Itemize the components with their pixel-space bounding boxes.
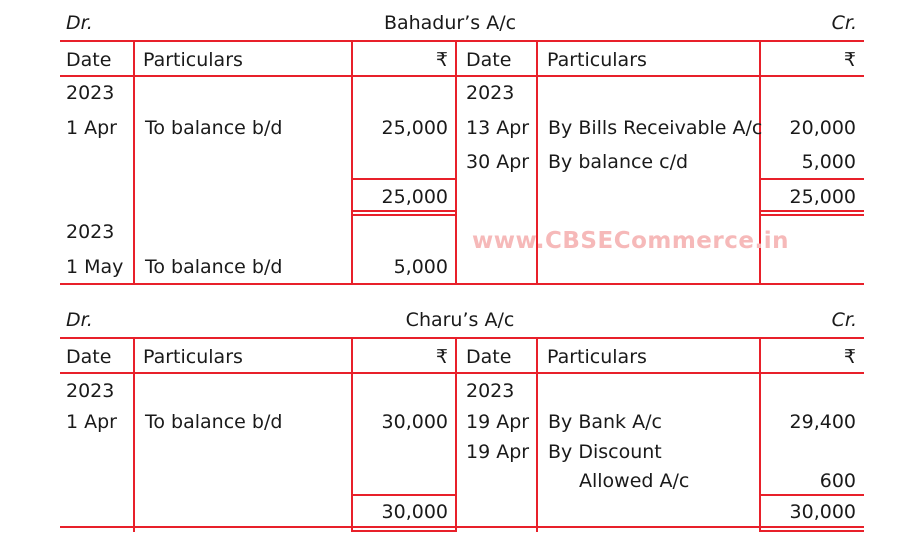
header-rupee-icon: ₹ — [435, 49, 448, 71]
debit-total-top-rule — [351, 494, 457, 496]
debit-entry-date: 1 Apr — [66, 411, 117, 433]
header-date: Date — [466, 346, 512, 368]
debit-next-entry-particulars: To balance b/d — [145, 256, 283, 278]
debit-next-entry-amount: 5,000 — [393, 256, 448, 278]
debit-entry-date: 1 Apr — [66, 117, 117, 139]
credit-entry-date: 30 Apr — [466, 151, 530, 173]
header-top-rule — [60, 40, 864, 42]
credit-total-double-rule — [759, 530, 864, 532]
debit-entry-particulars: To balance b/d — [145, 117, 283, 139]
col-divider-date — [133, 337, 135, 532]
header-particulars: Particulars — [143, 346, 243, 368]
col-divider-credit-date — [536, 337, 538, 532]
header-rupee-icon: ₹ — [843, 346, 856, 368]
credit-year: 2023 — [466, 380, 515, 402]
credit-total-top-rule — [759, 494, 864, 496]
account-bottom-rule — [60, 283, 864, 285]
cr-label: Cr. — [831, 12, 857, 34]
credit-entry-date: 13 Apr — [466, 117, 530, 139]
debit-total-double-rule-2 — [351, 214, 457, 216]
debit-next-year: 2023 — [66, 221, 115, 243]
header-date: Date — [466, 49, 512, 71]
credit-total-double-rule-2 — [759, 214, 864, 216]
credit-entry-particulars: By Discount — [548, 441, 662, 463]
header-top-rule — [60, 337, 864, 339]
credit-entry-amount: 29,400 — [789, 411, 856, 433]
header-particulars: Particulars — [143, 49, 243, 71]
credit-entry-particulars-continued: Allowed A/c — [579, 470, 690, 492]
header-bottom-rule — [60, 372, 864, 374]
col-divider-date — [133, 40, 135, 285]
col-divider-center — [455, 40, 457, 285]
account-title: Charu’s A/c — [405, 309, 515, 331]
credit-year: 2023 — [466, 82, 515, 104]
credit-entry-amount: 600 — [819, 470, 856, 492]
debit-next-entry-date: 1 May — [66, 256, 124, 278]
header-bottom-rule — [60, 75, 864, 77]
credit-total: 30,000 — [789, 501, 856, 523]
col-divider-center — [455, 337, 457, 532]
credit-entry-date: 19 Apr — [466, 411, 530, 433]
credit-total-double-rule-1 — [759, 210, 864, 212]
credit-entry-date: 19 Apr — [466, 441, 530, 463]
debit-entry-amount: 25,000 — [381, 117, 448, 139]
credit-entry-particulars: By balance c/d — [548, 151, 689, 173]
credit-total: 25,000 — [789, 186, 856, 208]
debit-total: 25,000 — [381, 186, 448, 208]
credit-entry-particulars: By Bills Receivable A/c — [548, 117, 763, 139]
credit-entry-particulars: By Bank A/c — [548, 411, 662, 433]
debit-entry-particulars: To balance b/d — [145, 411, 283, 433]
credit-total-top-rule — [759, 178, 864, 180]
header-date: Date — [66, 346, 112, 368]
watermark-text: www.CBSECommerce.in — [472, 228, 789, 254]
header-rupee-icon: ₹ — [435, 346, 448, 368]
debit-total-double-rule-1 — [351, 210, 457, 212]
col-divider-credit-particulars — [759, 337, 761, 532]
account-title: Bahadur’s A/c — [383, 12, 517, 34]
cr-label: Cr. — [831, 309, 857, 331]
account-bottom-rule — [60, 526, 864, 528]
dr-label: Dr. — [66, 12, 93, 34]
header-rupee-icon: ₹ — [843, 49, 856, 71]
col-divider-particulars — [351, 337, 353, 532]
header-date: Date — [66, 49, 112, 71]
credit-entry-amount: 5,000 — [801, 151, 856, 173]
header-particulars: Particulars — [547, 346, 647, 368]
debit-total: 30,000 — [381, 501, 448, 523]
debit-total-double-rule — [351, 530, 457, 532]
debit-total-top-rule — [351, 178, 457, 180]
col-divider-particulars — [351, 40, 353, 285]
credit-entry-amount: 20,000 — [789, 117, 856, 139]
debit-entry-amount: 30,000 — [381, 411, 448, 433]
dr-label: Dr. — [66, 309, 93, 331]
header-particulars: Particulars — [547, 49, 647, 71]
debit-year: 2023 — [66, 380, 115, 402]
debit-year: 2023 — [66, 82, 115, 104]
